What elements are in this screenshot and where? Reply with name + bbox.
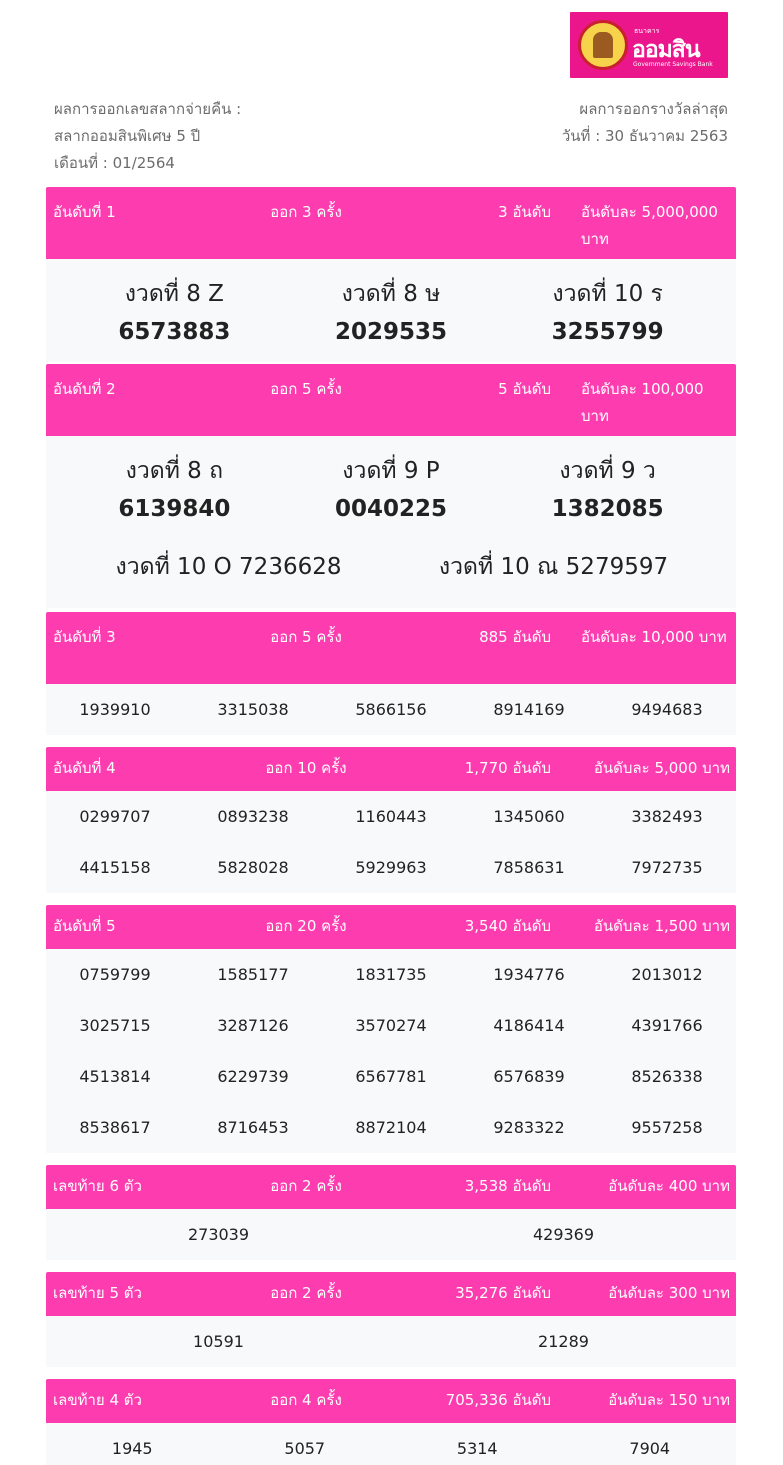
winning-number: 1585177 — [217, 965, 289, 984]
prize-entry — [500, 275, 715, 351]
prize-entry-combined: งวดที่ 10 ณ 5279597 — [438, 554, 669, 580]
prize-4-body — [46, 791, 736, 893]
prize-count: 3 อันดับ — [498, 203, 551, 221]
draw-info — [54, 96, 241, 177]
winning-number: 8914169 — [493, 700, 565, 719]
logo-english-text: Government Savings Bank — [633, 61, 713, 68]
winning-number: 21289 — [538, 1332, 589, 1351]
winning-number: 5929963 — [355, 858, 427, 877]
prize-amount: อันดับละ 150 บาท — [608, 1391, 730, 1409]
winning-number: 7858631 — [493, 858, 565, 877]
prize-count: 1,770 อันดับ — [464, 759, 551, 777]
winning-number: 4186414 — [493, 1016, 565, 1035]
prize-amount: อันดับละ 5,000,000 บาท — [581, 203, 718, 248]
winning-number: 1831735 — [355, 965, 427, 984]
prize-list — [46, 187, 736, 1465]
winning-number: 0299707 — [79, 807, 151, 826]
prize-times: ออก 5 ครั้ง — [270, 380, 342, 398]
prize-rank: อันดับที่ 2 — [53, 380, 116, 398]
prize-entry-combined: งวดที่ 10 O 7236628 — [115, 554, 342, 580]
winning-number: 6576839 — [493, 1067, 565, 1086]
winning-number: 1160443 — [355, 807, 427, 826]
prize-count: 3,540 อันดับ — [464, 917, 551, 935]
winning-number: 1382085 — [551, 496, 664, 522]
prize-5-header — [46, 905, 736, 949]
prize-4-section — [46, 747, 736, 893]
gsb-logo[interactable] — [570, 12, 728, 78]
prize-amount: อันดับละ 300 บาท — [608, 1284, 730, 1302]
prize-rank: อันดับที่ 1 — [53, 203, 116, 221]
prize-entry — [284, 275, 499, 351]
draw-label: งวดที่ 8 ถ — [125, 458, 224, 484]
winning-number: 8716453 — [217, 1118, 289, 1137]
last-6-digits-header — [46, 1165, 736, 1209]
last-4-digits-section — [46, 1379, 736, 1465]
prize-count: 3,538 อันดับ — [464, 1177, 551, 1195]
draw-label: งวดที่ 9 P — [342, 458, 440, 484]
last-5-digits-body — [46, 1316, 736, 1367]
prize-times: ออก 3 ครั้ง — [270, 203, 342, 221]
prize-count: 35,276 อันดับ — [455, 1284, 551, 1302]
logo-brand-text: ออมสิน — [632, 37, 700, 63]
draw-title: ผลการออกเลขสลากจ่ายคืน : — [54, 100, 242, 118]
bank-seal-icon — [578, 20, 628, 70]
winning-number: 3570274 — [355, 1016, 427, 1035]
lottery-type: สลากออมสินพิเศษ 5 ปี — [54, 127, 201, 145]
draw-label: งวดที่ 10 ร — [552, 281, 663, 307]
prize-entry — [500, 452, 715, 528]
winning-number: 5828028 — [217, 858, 289, 877]
winning-number: 5057 — [284, 1439, 326, 1458]
last-6-digits-body — [46, 1209, 736, 1260]
last-4-digits-header — [46, 1379, 736, 1423]
winning-number: 8538617 — [79, 1118, 151, 1137]
prize-amount: อันดับละ 10,000 บาท — [581, 628, 727, 646]
logo-small-text: ธนาคาร — [634, 27, 660, 35]
prize-amount: อันดับละ 400 บาท — [608, 1177, 730, 1195]
latest-result-title: ผลการออกรางวัลล่าสุด — [579, 100, 728, 118]
winning-number: 3315038 — [217, 700, 289, 719]
winning-number: 8526338 — [631, 1067, 703, 1086]
prize-5-section — [46, 905, 736, 1153]
prize-rank: อันดับที่ 3 — [53, 628, 116, 646]
last-6-digits-section — [46, 1165, 736, 1260]
winning-number: 0040225 — [334, 496, 447, 522]
winning-number: 2029535 — [334, 319, 447, 345]
prize-rank: อันดับที่ 5 — [53, 917, 116, 935]
prize-entry — [67, 452, 282, 528]
latest-result-info — [562, 96, 728, 150]
prize-1-body — [46, 259, 736, 362]
prize-2-body — [46, 436, 736, 608]
winning-number: 4513814 — [79, 1067, 151, 1086]
winning-number: 273039 — [187, 1225, 250, 1244]
winning-number: 5314 — [456, 1439, 498, 1458]
prize-count: 705,336 อันดับ — [445, 1391, 551, 1409]
winning-number: 8872104 — [355, 1118, 427, 1137]
winning-number: 10591 — [193, 1332, 244, 1351]
winning-number: 6229739 — [217, 1067, 289, 1086]
prize-1-header — [46, 187, 736, 259]
prize-amount: อันดับละ 5,000 บาท — [593, 759, 730, 777]
winning-number: 0893238 — [217, 807, 289, 826]
prize-entry — [284, 452, 499, 528]
winning-number: 3382493 — [631, 807, 703, 826]
winning-number: 9557258 — [631, 1118, 703, 1137]
winning-number: 1945 — [111, 1439, 153, 1458]
winning-number: 7972735 — [631, 858, 703, 877]
prize-2-section — [46, 364, 736, 608]
prize-2-header — [46, 364, 736, 436]
prize-amount: อันดับละ 100,000 บาท — [581, 380, 704, 425]
winning-number: 9283322 — [493, 1118, 565, 1137]
last-4-digits-body — [46, 1423, 736, 1465]
prize-times: ออก 5 ครั้ง — [270, 628, 342, 646]
winning-number: 0759799 — [79, 965, 151, 984]
winning-number: 5866156 — [355, 700, 427, 719]
draw-label: งวดที่ 8 Z — [124, 281, 224, 307]
draw-label: งวดที่ 8 ษ — [341, 281, 441, 307]
winning-number: 4415158 — [79, 858, 151, 877]
winning-number: 429369 — [532, 1225, 595, 1244]
winning-number: 1934776 — [493, 965, 565, 984]
prize-entry — [67, 275, 282, 351]
prize-rank: เลขท้าย 5 ตัว — [53, 1284, 142, 1302]
winning-number: 1345060 — [493, 807, 565, 826]
winning-number: 6567781 — [355, 1067, 427, 1086]
last-5-digits-section — [46, 1272, 736, 1367]
prize-times: ออก 20 ครั้ง — [265, 917, 347, 935]
winning-number: 3255799 — [551, 319, 664, 345]
prize-rank: เลขท้าย 4 ตัว — [53, 1391, 142, 1409]
last-5-digits-header — [46, 1272, 736, 1316]
prize-count: 885 อันดับ — [479, 628, 551, 646]
winning-number: 2013012 — [631, 965, 703, 984]
prize-times: ออก 2 ครั้ง — [270, 1177, 342, 1195]
prize-1-section — [46, 187, 736, 362]
prize-amount: อันดับละ 1,500 บาท — [593, 917, 730, 935]
prize-4-header — [46, 747, 736, 791]
prize-5-body — [46, 949, 736, 1153]
winning-number: 1939910 — [79, 700, 151, 719]
winning-number: 9494683 — [631, 700, 703, 719]
draw-label: งวดที่ 9 ว — [559, 458, 656, 484]
prize-count: 5 อันดับ — [498, 380, 551, 398]
latest-result-date: วันที่ : 30 ธันวาคม 2563 — [561, 127, 728, 145]
winning-number: 6139840 — [118, 496, 231, 522]
winning-number: 3287126 — [217, 1016, 289, 1035]
prize-3-header — [46, 612, 736, 684]
prize-times: ออก 10 ครั้ง — [265, 759, 347, 777]
prize-rank: อันดับที่ 4 — [53, 759, 116, 777]
winning-number: 3025715 — [79, 1016, 151, 1035]
prize-3-section — [46, 612, 736, 735]
winning-number: 4391766 — [631, 1016, 703, 1035]
prize-rank: เลขท้าย 6 ตัว — [53, 1177, 142, 1195]
winning-number: 7904 — [629, 1439, 671, 1458]
draw-month: เดือนที่ : 01/2564 — [54, 154, 175, 172]
prize-times: ออก 4 ครั้ง — [270, 1391, 342, 1409]
prize-times: ออก 2 ครั้ง — [270, 1284, 342, 1302]
winning-number: 6573883 — [118, 319, 231, 345]
prize-3-body — [46, 684, 736, 735]
